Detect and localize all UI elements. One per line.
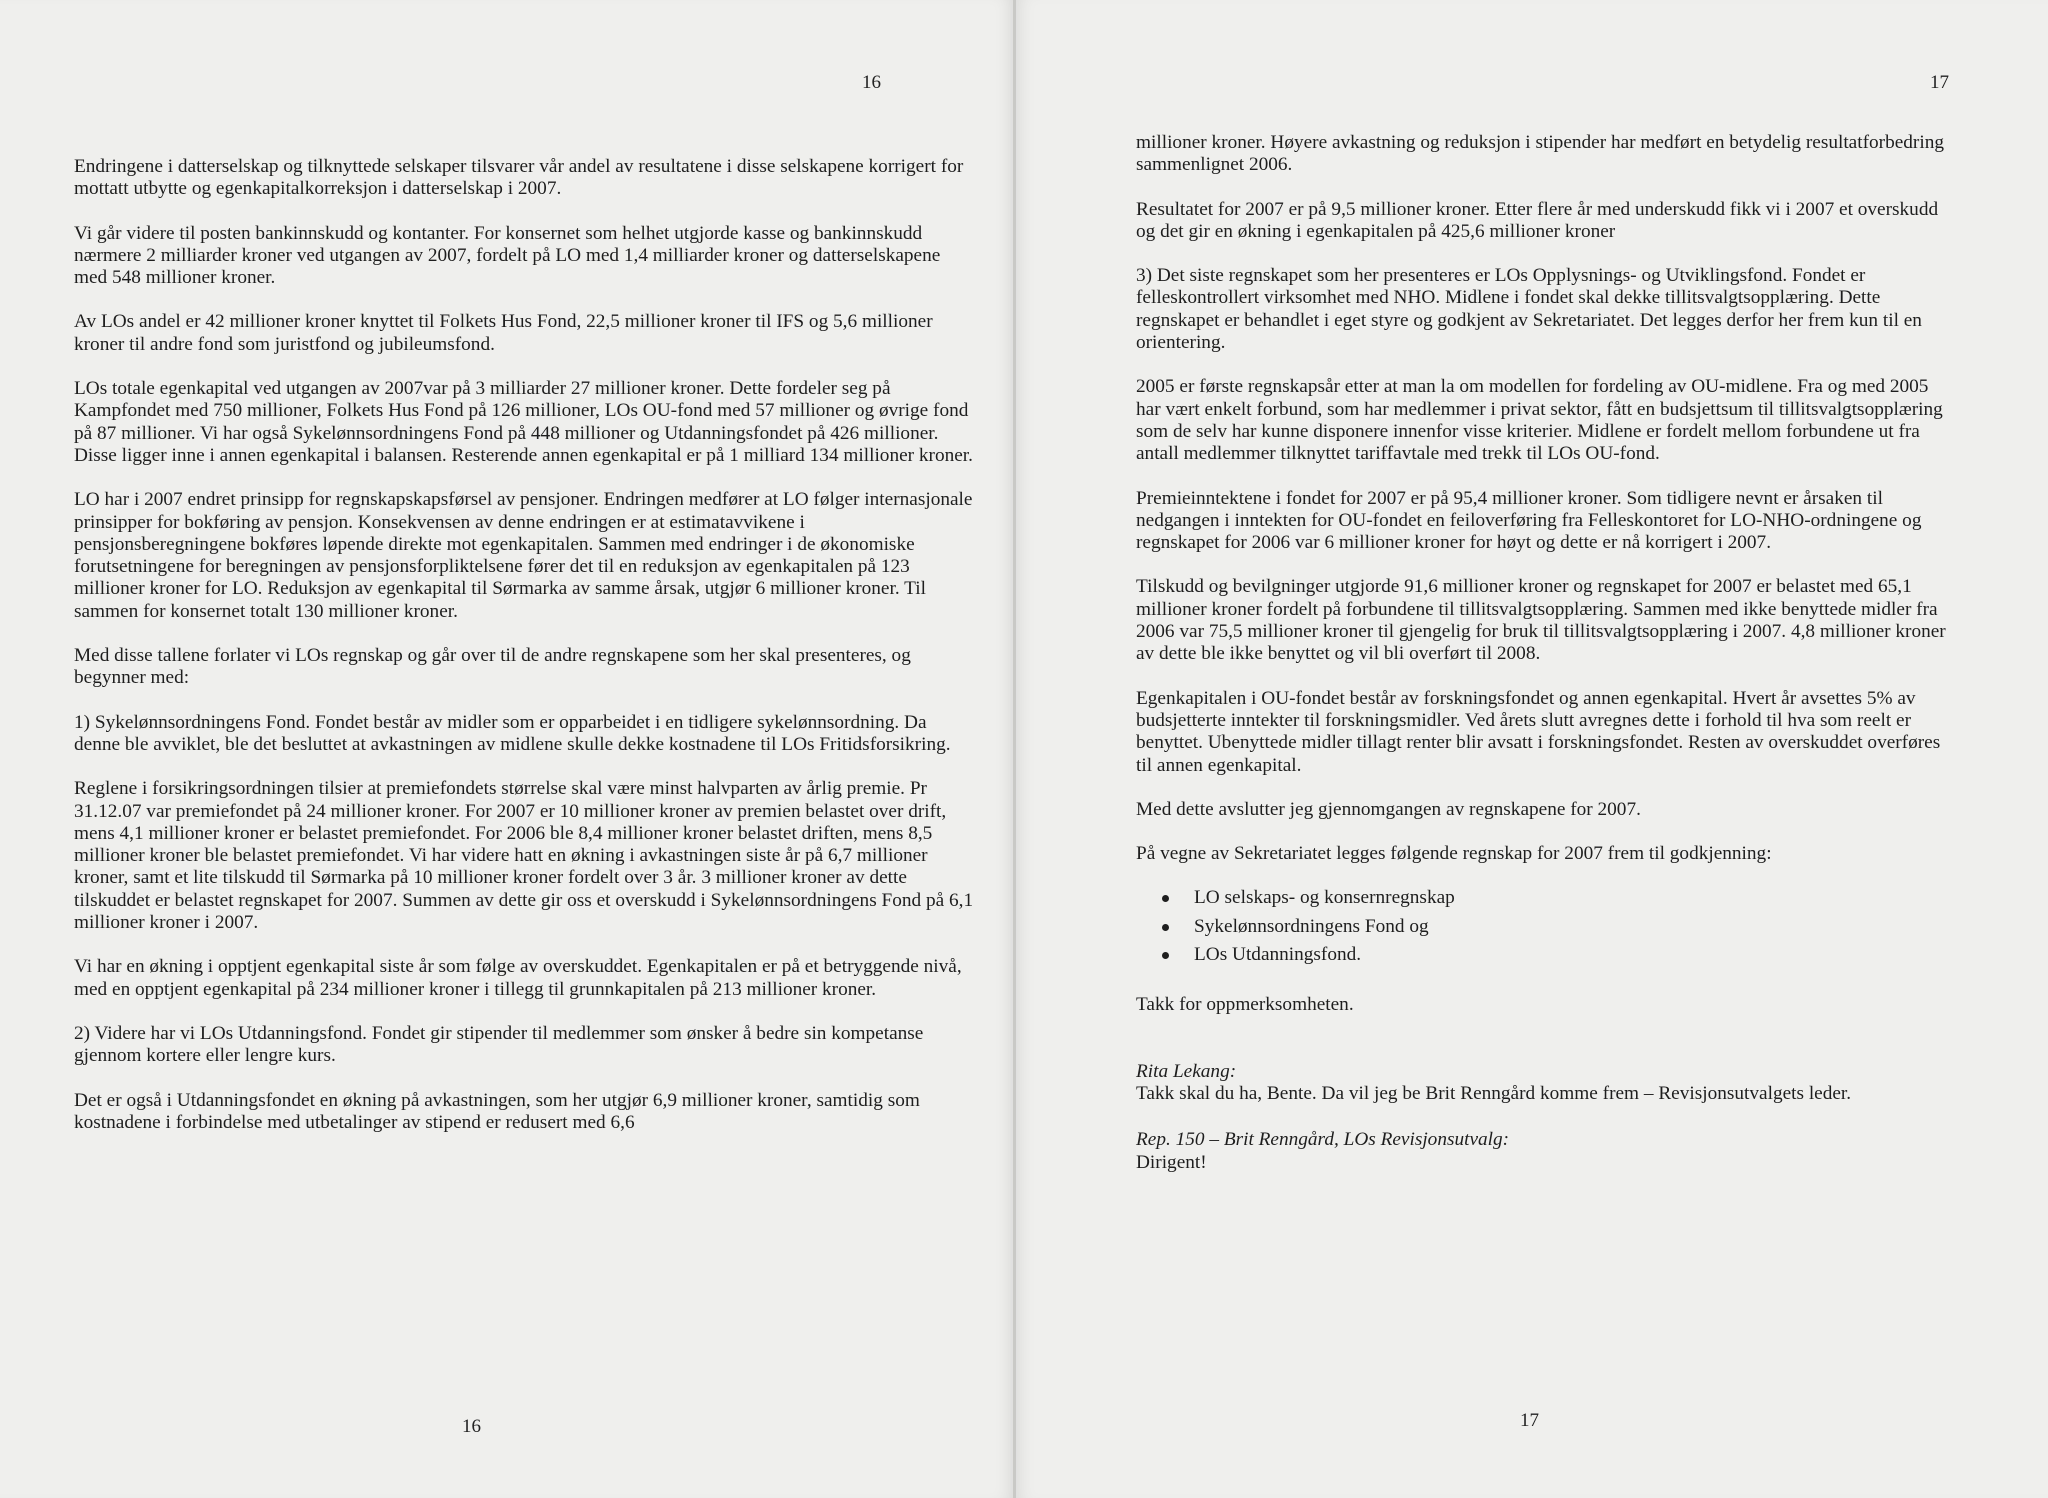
paragraph: Med disse tallene forlater vi LOs regnskap og går over til de andre regnskapene som her skal presenteres, og begynner med:: [74, 645, 911, 689]
speaker-block: [1136, 1061, 1956, 1106]
paragraph: Premieinntektene i fondet for 2007 er på 95,4 millioner kroner. Som tidligere nevnt er årsaken til nedgangen i inntekten for OU-fondet en feiloverføring fra Felleskontoret for LO-NHO-ordningene og regnskapet for 2006 var 6 millioner kroner for høyt og dette er nå korrigert i 2007.: [1136, 487, 1922, 554]
page-number-top: 17: [1930, 72, 1949, 93]
speaker-name: Rep. 150 – Brit Renngård, LOs Revisjonsutvalg:: [1136, 1129, 1510, 1151]
paragraph: millioner kroner. Høyere avkastning og reduksjon i stipender har medført en betydelig resultatforbedring sammenlignet 2006.: [1136, 132, 1944, 176]
paragraph: Vi går videre til posten bankinnskudd og kontanter. For konsernet som helhet utgjorde kasse og bankinnskudd nærmere 2 milliarder kroner ved utgangen av 2007, fordelt på LO med 1,4 milliarder kroner og datterselskapene med 548 millioner kroner.: [74, 222, 941, 289]
paragraph: 2) Videre har vi LOs Utdanningsfond. Fondet gir stipender til medlemmer som ønsker å bedre sin kompetanse gjennom kortere eller lengre kurs.: [74, 1022, 924, 1067]
paragraph: Tilskudd og bevilgninger utgjorde 91,6 millioner kroner og regnskapet for 2007 er belastet med 65,1 millioner kroner fordelt på forbundene til tillitsvalgtsopplæring. Sammen med ikke benyttede midler fra 2006 var 75,5 millioner kroner til gjengelig for bruk til tillitsvalgtsopplæring i 2007. 4,8 millioner kroner av dette ble ikke benyttet og vil bli overført til 2008.: [1136, 576, 1946, 665]
page-number-bottom: 16: [462, 1416, 481, 1437]
paragraph: Vi har en økning i opptjent egenkapital siste år som følge av overskuddet. Egenkapitalen er på et betryggende nivå, med en opptjent egenkapital på 234 millioner kroner i tillegg til grunnkapitalen på 213 millioner kroner.: [74, 956, 962, 1000]
speaker-block: [1136, 1129, 1956, 1174]
paragraph: Det er også i Utdanningsfondet en økning på avkastningen, som her utgjør 6,9 millioner kroner, samtidig som kostnadene i forbindelse med utbetalinger av stipend er redusert med 6,6: [74, 1089, 920, 1133]
paragraph: Av LOs andel er 42 millioner kroner knyttet til Folkets Hus Fond, 22,5 millioner kroner til IFS og 5,6 millioner kroner til andre fond som juristfond og jubileumsfond.: [74, 311, 933, 355]
paragraph: Reglene i forsikringsordningen tilsier at premiefondets størrelse skal være minst halvparten av årlig premie. Pr 31.12.07 var premiefondet på 24 millioner kroner. For 2007 er 10 millioner kroner av premien belastet over drift, mens 4,1 millioner kroner er belastet premiefondet. For 2006 ble 8,4 millioner kroner belastet driften, mens 8,5 millioner kroner ble belastet premiefondet. Vi har videre hatt en økning i avkastningen siste år på 6,7 millioner kroner, samt et lite tilskudd til Sørmarka på 10 millioner kroner fordelt over 3 år. 3 millioner kroner av dette tilskuddet er belastet regnskapet for 2007. Summen av dette gir oss et overskudd i Sykelønnsordningens Fond på 6,1 millioner kroner i 2007.: [74, 778, 974, 934]
paragraph: LOs totale egenkapital ved utgangen av 2007var på 3 milliarder 27 millioner kroner. Dette fordeler seg på Kampfondet med 750 millioner, Folkets Hus Fond på 126 millioner, LOs OU-fond med 57 millioner og øvrige fond på 87 millioner. Vi har også Sykelønnsordningens Fond på 448 millioner og Utdanningsfondet på 426 millioner. Disse ligger inne i annen egenkapital i balansen. Resterende annen egenkapital er på 1 milliard 134 millioner kroner.: [74, 378, 973, 466]
bullet-icon: [1162, 952, 1169, 959]
paragraph: Resultatet for 2007 er på 9,5 millioner kroner. Etter flere år med underskudd fikk vi i 2007 et overskudd og det gir en økning i egenkapitalen på 425,6 millioner kroner: [1136, 198, 1939, 242]
right-page-body: [1136, 132, 1956, 1174]
paragraph: Med dette avslutter jeg gjennomgangen av regnskapene for 2007.: [1136, 798, 1641, 820]
bullet-icon: [1162, 895, 1169, 902]
paragraph: På vegne av Sekretariatet legges følgende regnskap for 2007 frem til godkjenning:: [1136, 843, 1772, 865]
paragraph: 1) Sykelønnsordningens Fond. Fondet består av midler som er opparbeidet i en tidligere sykelønnsordning. Da denne ble avviklet, ble det besluttet at avkastningen av midlene skulle dekke kostnadene til LOs Fritidsforsikring.: [74, 711, 951, 755]
bullet-icon: [1162, 924, 1169, 931]
speaker-statement: Takk skal du ha, Bente. Da vil jeg be Brit Renngård komme frem – Revisjonsutvalgets leder.: [1136, 1082, 1852, 1104]
speaker-name: Rita Lekang:: [1136, 1060, 1237, 1082]
paragraph: 3) Det siste regnskapet som her presenteres er LOs Opplysnings- og Utviklingsfond. Fondet er felleskontrollert virksomhet med NHO. Midlene i fondet skal dekke tillitsvalgtsopplæring. Dette regnskapet er behandlet i eget styre og godkjent av Sekretariatet. Det legges derfor her frem kun til en orientering.: [1136, 265, 1922, 354]
page-number-bottom: 17: [1520, 1410, 1539, 1431]
list-item-text: LO selskaps- og konsernregnskap: [1194, 887, 1455, 909]
list-item: [1136, 916, 1956, 938]
list-item: [1136, 944, 1956, 966]
speaker-statement: Dirigent!: [1136, 1151, 1207, 1173]
approval-list: [1136, 887, 1956, 966]
left-page: [0, 0, 1014, 1498]
paragraph: Egenkapitalen i OU-fondet består av forskningsfondet og annen egenkapital. Hvert år avsettes 5% av budsjetterte inntekter til forskningsmidler. Ved årets slutt avregnes dette i forhold til hva som reelt er benyttet. Ubenyttede midler tillagt renter blir avsatt i forskningsfondet. Resten av overskuddet overføres til annen egenkapital.: [1136, 687, 1941, 776]
paragraph: Endringene i datterselskap og tilknyttede selskaper tilsvarer vår andel av resultatene i disse selskapene korrigert for mottatt utbytte og egenkapitalkorreksjon i datterselskap i 2007.: [74, 156, 964, 200]
page-number-top: 16: [862, 72, 881, 93]
list-item: [1136, 887, 1956, 909]
right-page: [1016, 0, 2048, 1498]
paragraph: 2005 er første regnskapsår etter at man la om modellen for fordeling av OU-midlene. Fra og med 2005 har vært enkelt forbund, som har medlemmer i privat sektor, fått en budsjettsum til tillitsvalgtsopplæring som de selv har kunne disponere innenfor visse kriterier. Midlene er fordelt mellom forbundene ut fra antall medlemmer tilknyttet tariffavtale med trekk til LOs OU-fond.: [1136, 376, 1943, 465]
left-page-body: [74, 156, 974, 1134]
thanks-line: Takk for oppmerksomheten.: [1136, 994, 1354, 1016]
list-item-text: Sykelønnsordningens Fond og: [1194, 915, 1429, 937]
list-item-text: LOs Utdanningsfond.: [1194, 944, 1362, 966]
paragraph: LO har i 2007 endret prinsipp for regnskapskapsførsel av pensjoner. Endringen medfører at LO følger internasjonale prinsipper for bokføring av pensjon. Konsekvensen av denne endringen er at estimatavvikene i pensjonsberegningene bokføres løpende direkte mot egenkapitalen. Sammen med endringer i de økonomiske forutsetningene for beregningen av pensjonsforpliktelsene fører det til en reduksjon av egenkapitalen på 123 millioner kroner for LO. Reduksjon av egenkapital til Sørmarka av samme årsak, utgjør 6 millioner kroner. Til sammen for konsernet totalt 130 millioner kroner.: [74, 489, 973, 622]
